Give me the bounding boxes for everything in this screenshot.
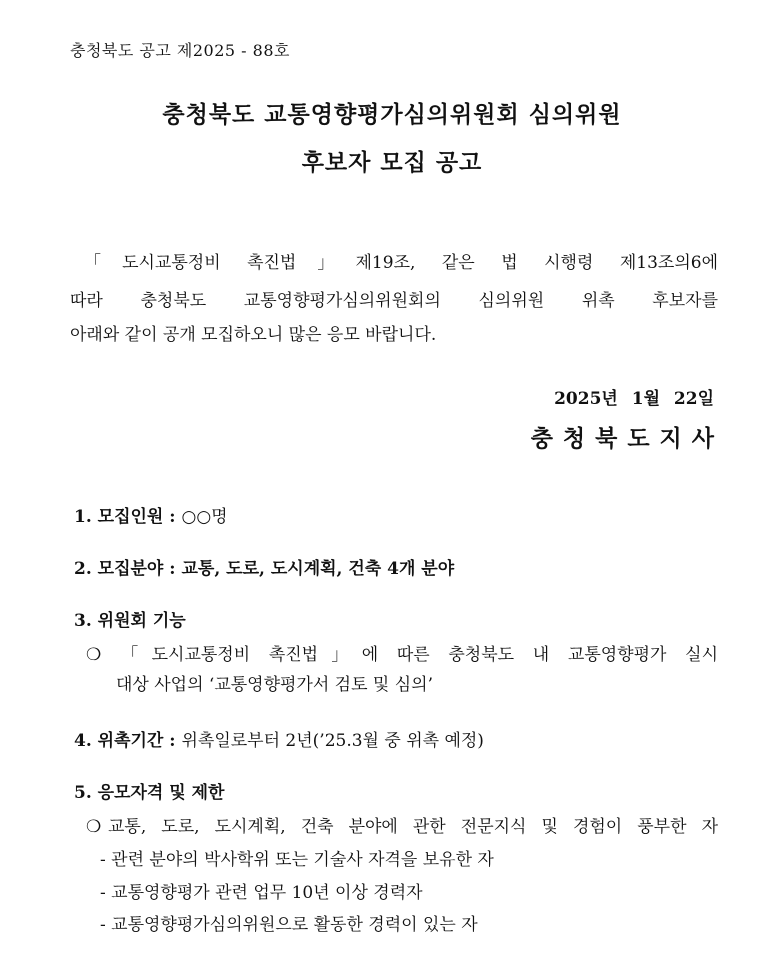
eligibility-item-experience: - 교통영향평가 관련 업무 10년 이상 경력자 <box>100 883 423 903</box>
eligibility-item-doctorate: - 관련 분야의 박사학위 또는 기술사 자격을 보유한 자 <box>100 850 494 870</box>
section-heading: 4. 위촉기간 : <box>74 731 176 751</box>
section-value: 위촉일로부터 2년(’25.3월 중 위촉 예정) <box>181 731 484 751</box>
intro-paragraph-line3: 아래와 같이 공개 모집하오니 많은 응모 바랍니다. <box>70 325 437 345</box>
committee-function-continuation: 대상 사업의 ‘교통영향평가서 검토 및 심의’ <box>116 675 434 695</box>
notice-title-line1: 충청북도 교통영향평가심의위원회 심의위원 <box>162 101 622 128</box>
section-value: 교통, 도로, 도시계획, 건축 4개 분야 <box>181 559 455 579</box>
circle-bullet-icon: ❍ <box>86 645 102 665</box>
eligibility-bullet <box>86 812 718 837</box>
intro-paragraph-line1: 「도시교통정비 촉진법」제19조, 같은 법 시행령 제13조의6에 <box>84 253 718 273</box>
bullet-text: 「도시교통정비 촉진법」에 따른 충청북도 내 교통영향평가 실시 <box>108 645 718 665</box>
section-heading: 2. 모집분야 : <box>74 559 176 579</box>
section-value: ○○명 <box>181 507 228 527</box>
bullet-text: 교통, 도로, 도시계획, 건축 분야에 관한 전문지식 및 경험이 풍부한 자 <box>108 817 718 837</box>
section-eligibility: 5. 응모자격 및 제한 <box>74 783 225 803</box>
section-committee-function: 3. 위원회 기능 <box>74 611 186 631</box>
section-recruit-fields <box>74 554 454 579</box>
notice-number: 충청북도 공고 제2025 - 88호 <box>70 41 290 60</box>
circle-bullet-icon: ❍ <box>86 817 102 837</box>
section-recruit-count <box>74 502 228 527</box>
notice-date: 2025년 1월 22일 <box>554 389 714 409</box>
section-appointment-period <box>74 726 484 751</box>
issuer-name: 충청북도지사 <box>530 425 724 452</box>
section-heading: 1. 모집인원 : <box>74 507 176 527</box>
committee-function-bullet <box>86 640 718 665</box>
notice-title-line2: 후보자 모집 공고 <box>301 149 483 176</box>
eligibility-item-committee-career: - 교통영향평가심의위원으로 활동한 경력이 있는 자 <box>100 915 478 935</box>
intro-paragraph-line2: 따라 충청북도 교통영향평가심의위원회의 심의위원 위촉 후보자를 <box>70 291 718 311</box>
